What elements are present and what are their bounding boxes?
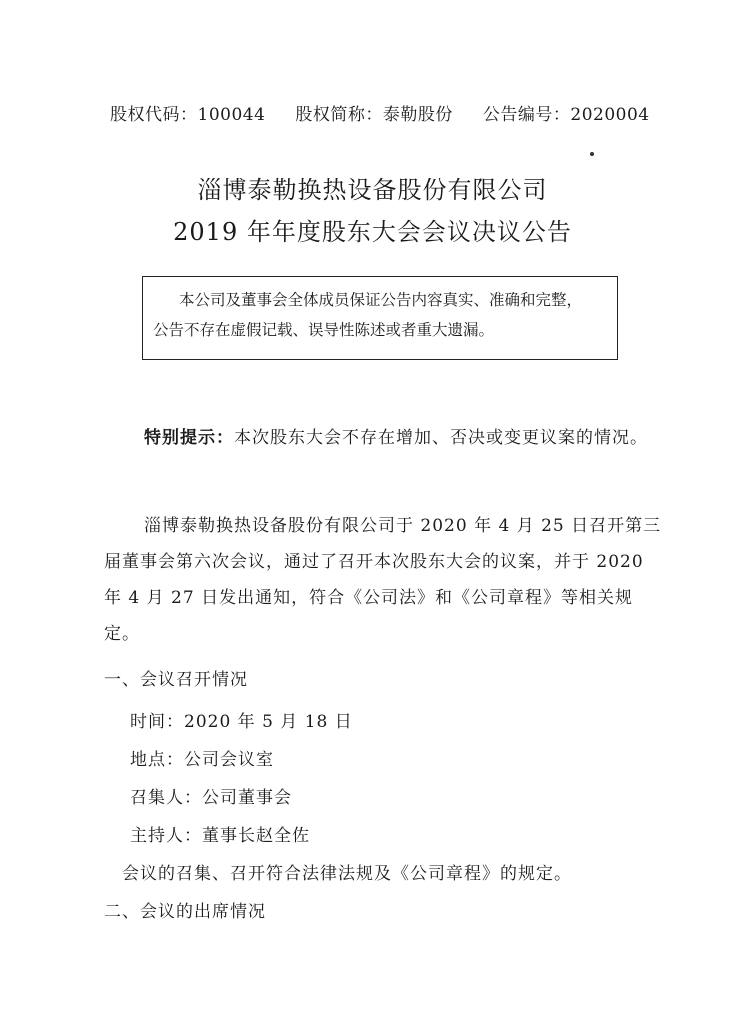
meeting-compliance: 会议的召集、召开符合法律法规及《公司章程》的规定。 bbox=[122, 864, 572, 884]
special-notice-label: 特别提示： bbox=[144, 428, 234, 448]
meeting-place: 地点：公司会议室 bbox=[130, 750, 274, 770]
announcement-number: 公告编号：2020004 bbox=[482, 105, 650, 125]
stock-code: 股权代码：100044 bbox=[110, 105, 266, 125]
company-title: 淄博泰勒换热设备股份有限公司 bbox=[197, 176, 548, 204]
stock-short-name: 股权简称：泰勒股份 bbox=[295, 105, 453, 125]
intro-paragraph bbox=[104, 508, 664, 652]
special-notice-text: 本次股东大会不存在增加、否决或变更议案的情况。 bbox=[234, 428, 648, 448]
meeting-convener: 召集人：公司董事会 bbox=[130, 788, 292, 808]
disclaimer-box bbox=[142, 276, 618, 360]
meeting-host: 主持人：董事长赵全佐 bbox=[130, 826, 310, 846]
disclaimer-line-2: 公告不存在虚假记载、误导性陈述或者重大遗漏。 bbox=[153, 321, 495, 339]
meeting-time: 时间：2020 年 5 月 18 日 bbox=[130, 712, 353, 732]
announcement-title: 2019 年年度股东大会会议决议公告 bbox=[173, 218, 572, 246]
section-1-heading: 一、会议召开情况 bbox=[104, 670, 248, 690]
disclaimer-line-1: 本公司及董事会全体成员保证公告内容真实、准确和完整， bbox=[179, 291, 583, 309]
intro-text: 淄博泰勒换热设备股份有限公司于 2020 年 4 月 25 日召开第三届董事会第六次会议，通过了召开本次股东大会的议案，并于 2020 年 4 月 27 日发出通知，符合《公司法》和《公司章程》等相关规定。 bbox=[104, 516, 662, 644]
special-notice bbox=[104, 420, 664, 456]
scan-mark bbox=[590, 152, 594, 156]
section-2-heading: 二、会议的出席情况 bbox=[104, 902, 266, 922]
header-line bbox=[110, 100, 650, 125]
